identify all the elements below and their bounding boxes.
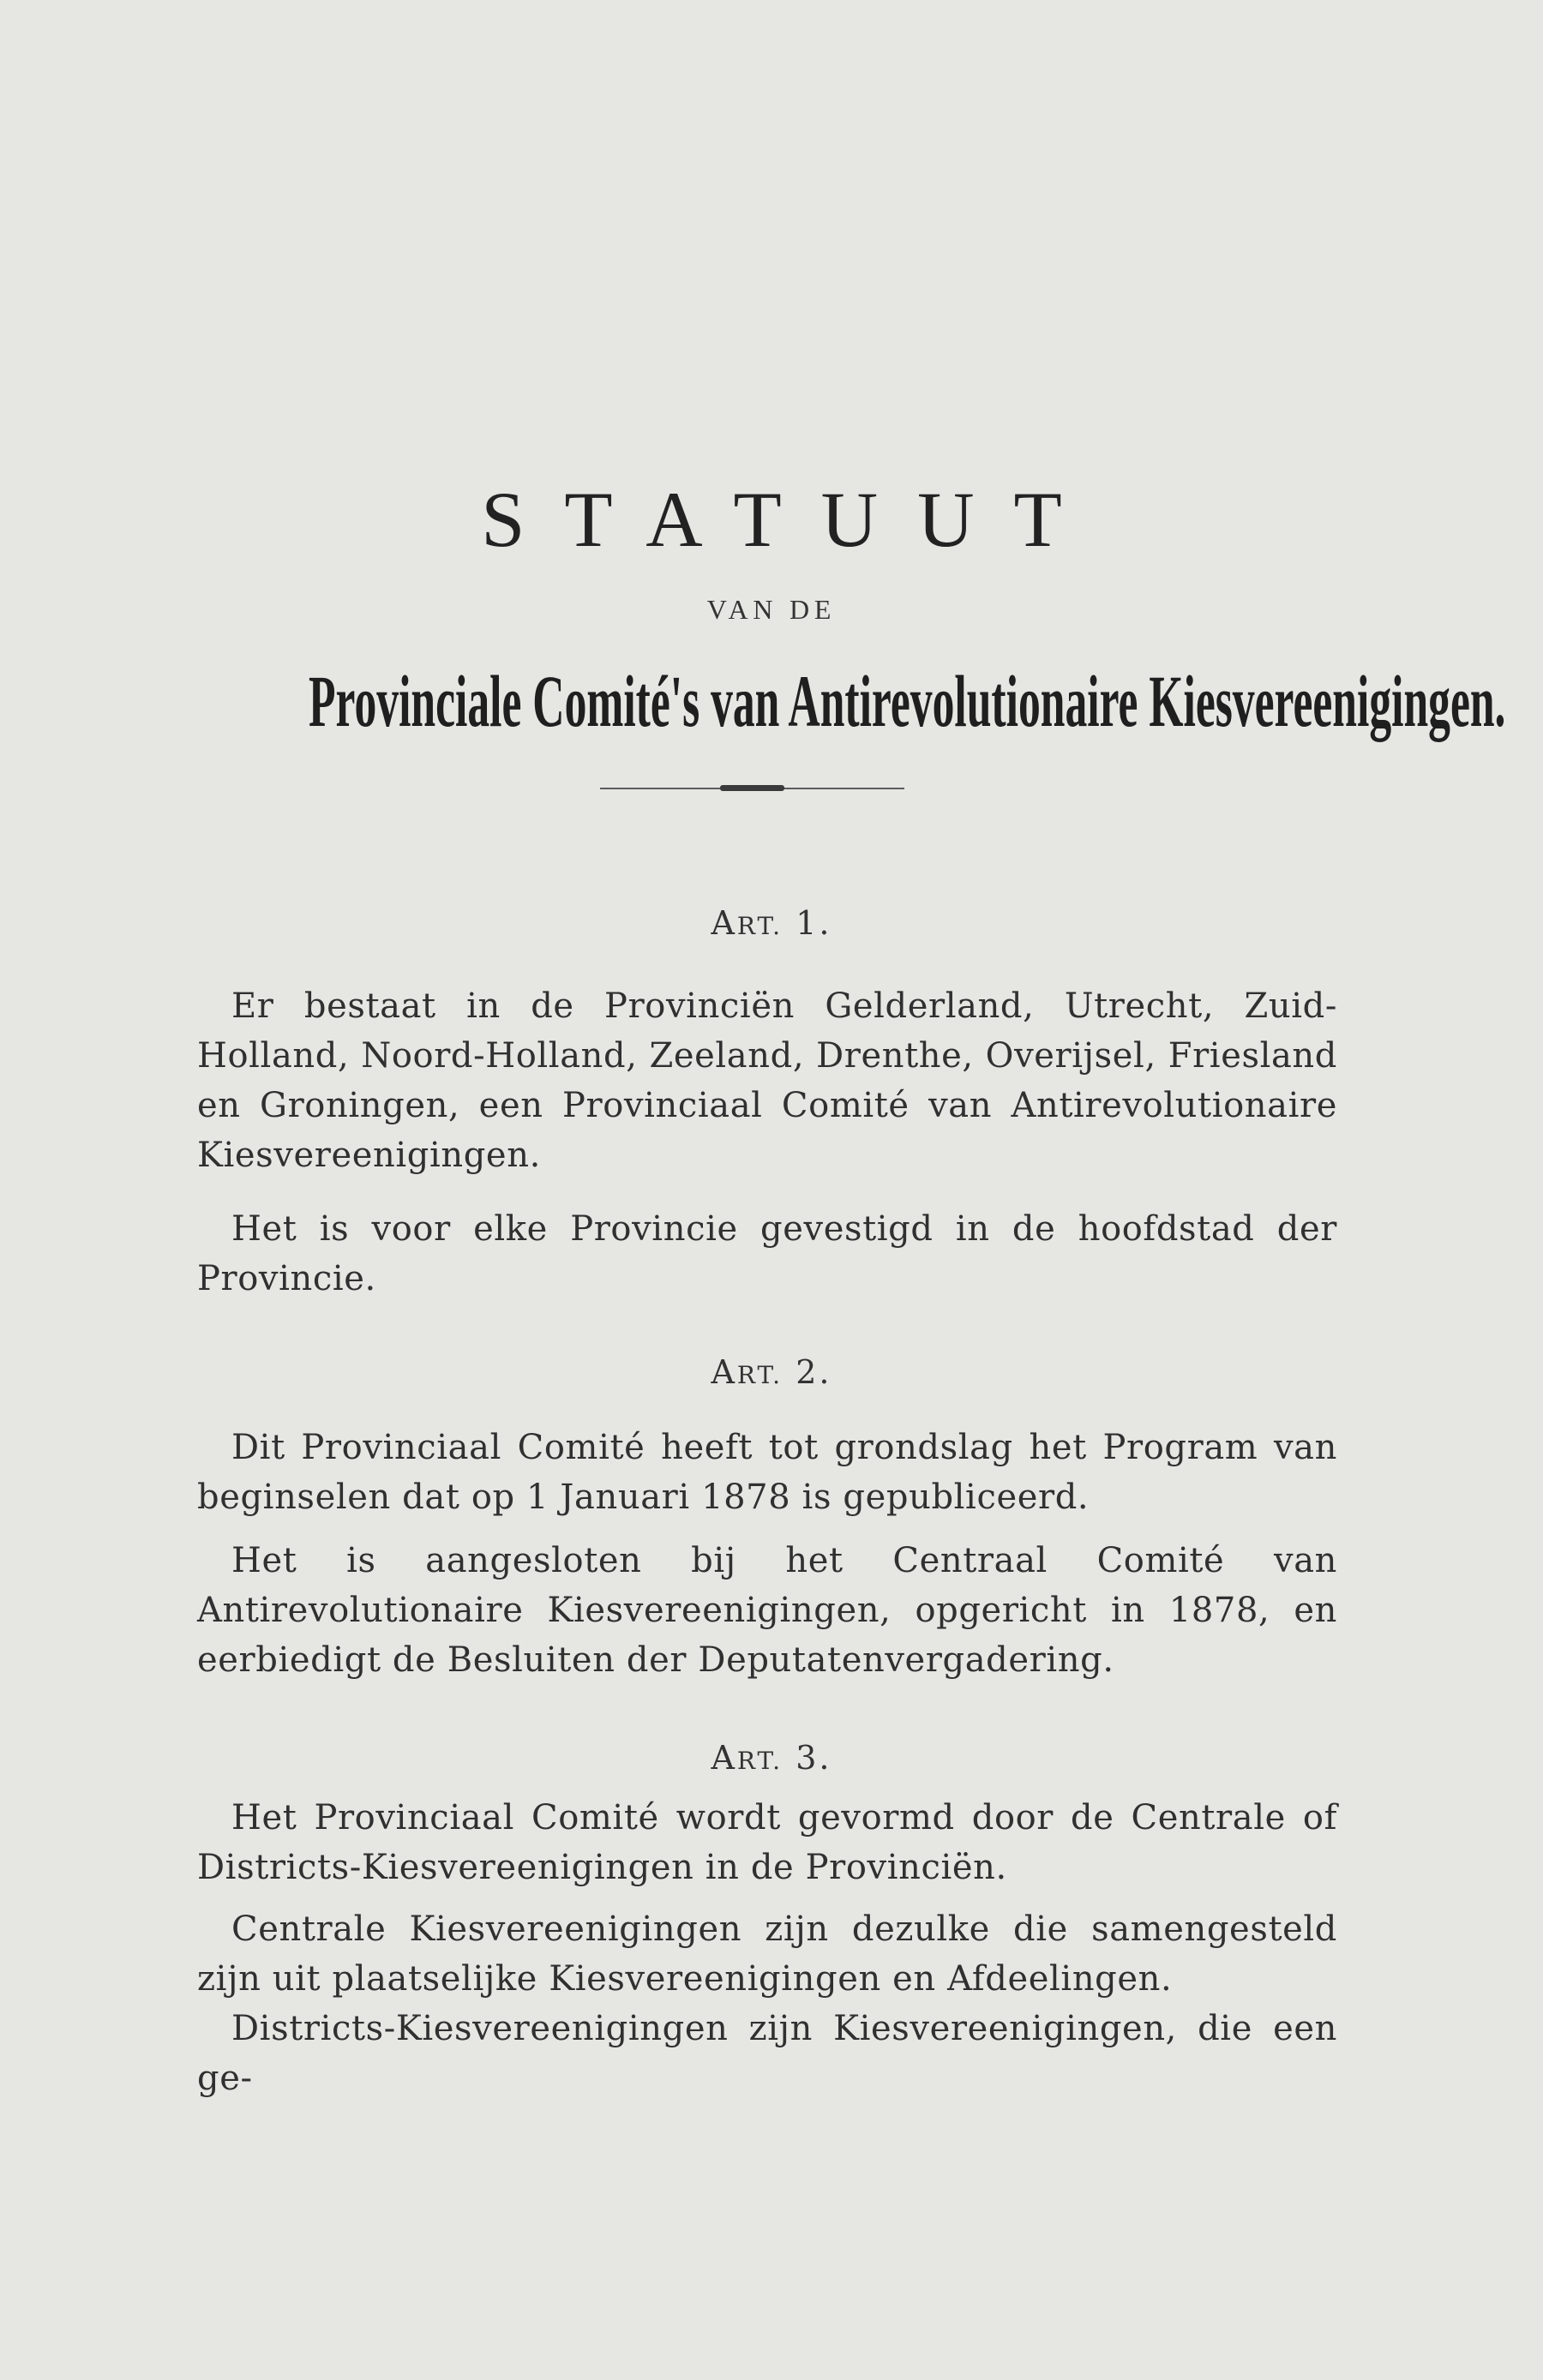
document-title: STATUUT bbox=[481, 476, 1102, 563]
article-label-initial: A bbox=[711, 904, 737, 942]
document-subtitle: VAN DE bbox=[706, 594, 837, 625]
document-heading: Provinciale Comité's van Antirevolutionaire Kiesvereenigingen. bbox=[309, 660, 1506, 742]
article-2-title bbox=[0, 1353, 1543, 1391]
article-1-title bbox=[0, 904, 1543, 942]
article-label-rest: RT. bbox=[736, 912, 784, 940]
article-label-rest: RT. bbox=[736, 1747, 784, 1775]
ornamental-divider bbox=[600, 788, 904, 789]
article-number: 3. bbox=[796, 1739, 832, 1777]
article-number: 1. bbox=[796, 904, 832, 942]
article-3-paragraph-1: Het Provinciaal Comité wordt gevormd door de Centrale of Districts-Kiesvereenigingen in de Provinciën. bbox=[197, 1798, 1337, 1887]
article-number: 2. bbox=[796, 1353, 832, 1391]
article-label-rest: RT. bbox=[736, 1361, 784, 1389]
article-2-paragraph-1: Dit Provinciaal Comité heeft tot grondslag het Program van beginselen dat op 1 Januari 1878 is gepubliceerd. bbox=[197, 1428, 1337, 1517]
article-label-initial: A bbox=[711, 1353, 737, 1391]
article-3-paragraph-3: Districts-Kiesvereenigingen zijn Kiesvereenigingen, die een ge- bbox=[197, 2009, 1337, 2098]
article-3-paragraph-2: Centrale Kiesvereenigingen zijn dezulke die samengesteld zijn uit plaatselijke Kiesvereenigingen en Afdeelingen. bbox=[197, 1909, 1337, 1999]
divider-ornament bbox=[720, 785, 784, 791]
article-2-paragraph-2: Het is aangesloten bij het Centraal Comité van Antirevolutionaire Kiesvereenigingen, opgericht in 1878, en eerbiedigt de Besluiten der Deputatenvergadering. bbox=[197, 1541, 1337, 1680]
article-3-title bbox=[0, 1739, 1543, 1777]
article-1-paragraph-1: Er bestaat in de Provinciën Gelderland, Utrecht, Zuid-Holland, Noord-Holland, Zeeland, Drenthe, Overijsel, Friesland en Groningen, een Provinciaal Comité van Antirevolutionaire Kiesvereenigingen. bbox=[197, 986, 1337, 1175]
article-label-initial: A bbox=[711, 1739, 737, 1777]
article-1-paragraph-2: Het is voor elke Provincie gevestigd in de hoofdstad der Provincie. bbox=[197, 1209, 1337, 1298]
